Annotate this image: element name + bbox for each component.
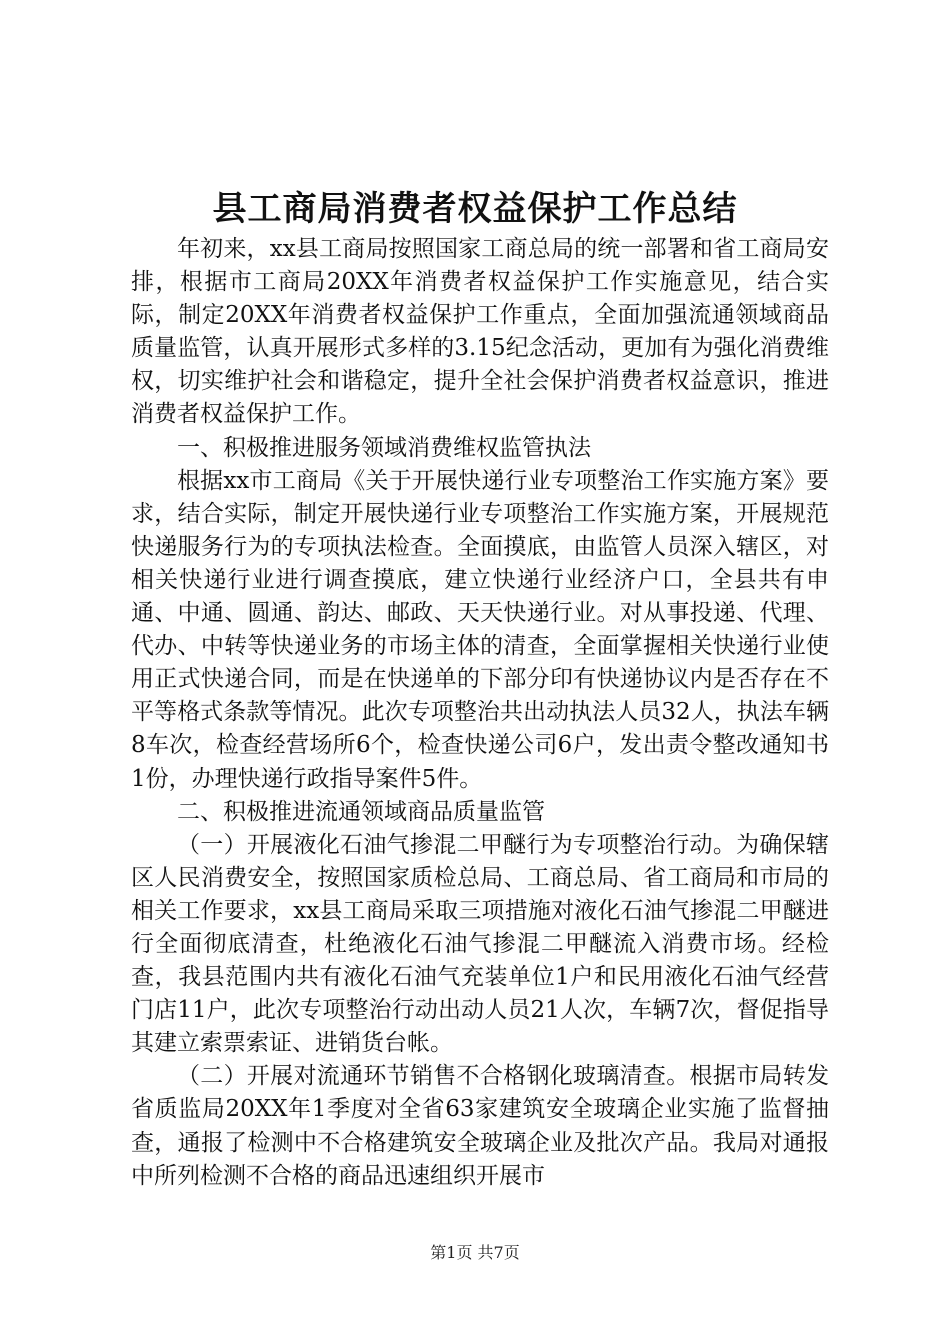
paragraph-express-delivery: 根据xx市工商局《关于开展快递行业专项整治工作实施方案》要求，结合实际，制定开展快递行业专项整治工作实施方案，开展规范快递服务行为的专项执法检查。全面摸底，由监管人员深入辖区，对相关快递行业进行调查摸底，建立快递行业经济户口，全县共有申通、中通、圆通、韵达、邮政、天天快递行业。对从事投递、代理、代办、中转等快递业务的市场主体的清查，全面掌握相关快递行业使用正式快递合同，而是在快递单的下部分印有快递协议内是否存在不平等格式条款等情况。此次专项整治共出动执法人员32人，执法车辆8车次，检查经营场所6个，检查快递公司6户，发出责令整改通知书1份，办理快递行政指导案件5件。 [131, 467, 829, 792]
section-heading-1: 一、积极推进服务领域消费维权监管执法 [177, 434, 591, 461]
section-heading-2: 二、积极推进流通领域商品质量监管 [177, 798, 545, 825]
paragraph-lpg: （一）开展液化石油气掺混二甲醚行为专项整治行动。为确保辖区人民消费安全，按照国家质检总局、工商总局、省工商局和市局的相关工作要求，xx县工商局采取三项措施对液化石油气掺混二甲醚进行全面彻底清查，杜绝液化石油气掺混二甲醚流入消费市场。经检查，我县范围内共有液化石油气充装单位1户和民用液化石油气经营门店11户，此次专项整治行动出动人员21人次，车辆7次，督促指导其建立索票索证、进销货台帐。 [131, 831, 829, 1057]
document-body [131, 233, 829, 1193]
paragraph-glass: （二）开展对流通环节销售不合格钢化玻璃清查。根据市局转发省质监局20XX年1季度对全省63家建筑安全玻璃企业实施了监督抽查，通报了检测中不合格建筑安全玻璃企业及批次产品。我局对通报中所列检测不合格的商品迅速组织开展市 [131, 1063, 829, 1189]
page-footer: 第1页 共7页 [430, 1243, 520, 1262]
document-title: 县工商局消费者权益保护工作总结 [212, 189, 738, 229]
paragraph-intro: 年初来，xx县工商局按照国家工商总局的统一部署和省工商局安排，根据市工商局20XX年消费者权益保护工作实施意见，结合实际，制定20XX年消费者权益保护工作重点，全面加强流通领域商品质量监管，认真开展形式多样的3.15纪念活动，更加有为强化消费维权，切实维护社会和谐稳定，提升全社会保护消费者权益意识，推进消费者权益保护工作。 [131, 236, 829, 428]
